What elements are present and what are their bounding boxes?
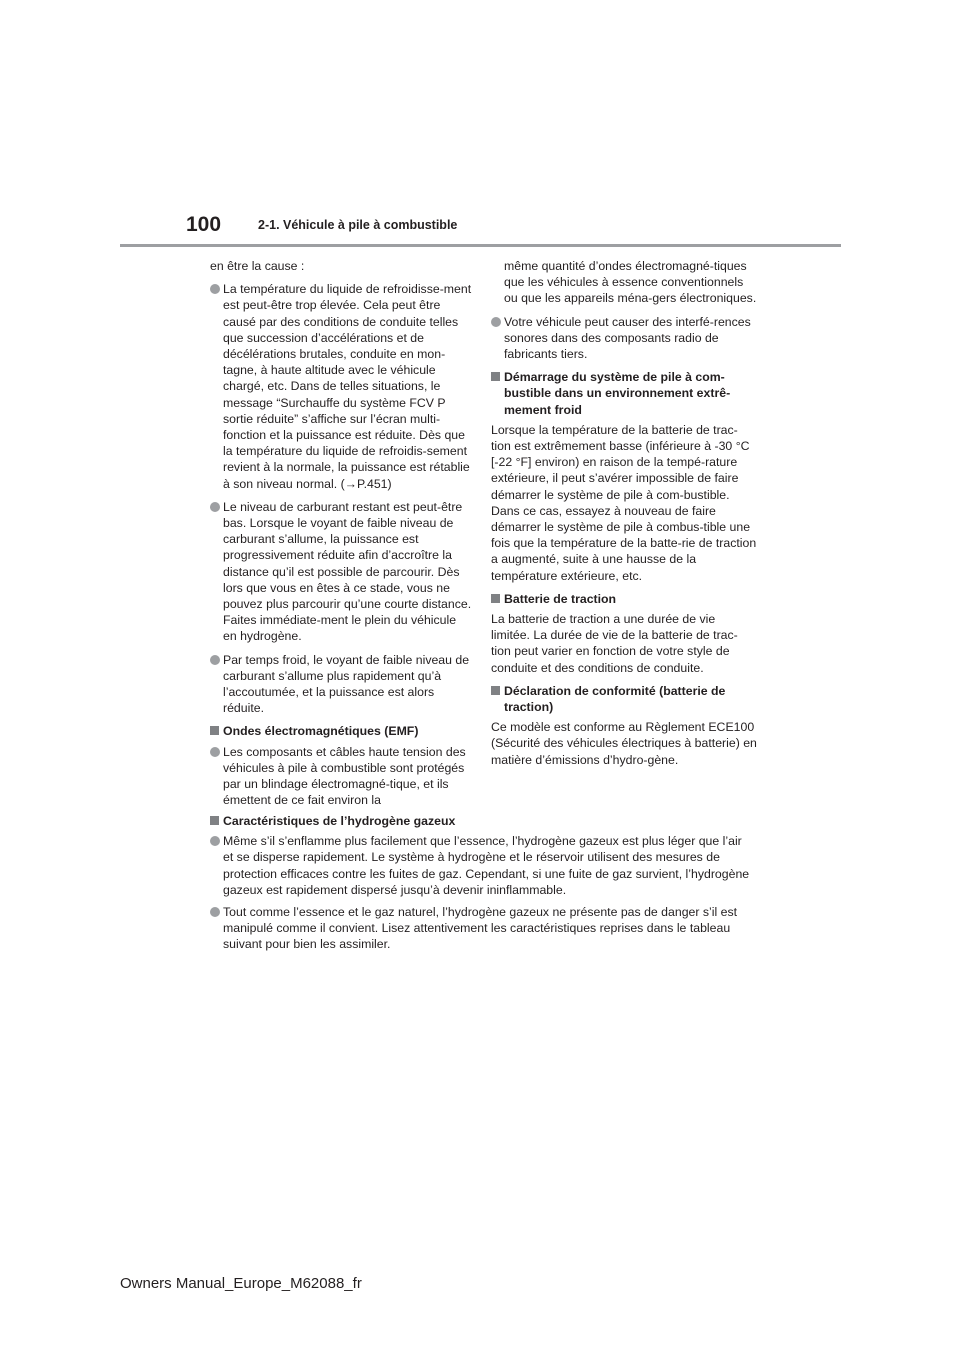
list-item bbox=[491, 314, 757, 363]
bullet-dot-icon bbox=[210, 502, 220, 512]
heading-text: Ondes électromagnétiques (EMF) bbox=[223, 724, 419, 739]
section-heading bbox=[491, 683, 757, 715]
bullet-dot-icon bbox=[491, 317, 501, 327]
bullet-text: Par temps froid, le voyant de faible niveau de carburant s’allume plus rapidement qu’à l’accoutumée, et la puissance est alors réduite. bbox=[223, 652, 470, 716]
left-column bbox=[210, 258, 472, 816]
heading-text: Déclaration de conformité (batterie de traction) bbox=[504, 683, 726, 715]
header-rule bbox=[120, 244, 841, 247]
list-item bbox=[210, 833, 750, 898]
list-item bbox=[210, 652, 472, 717]
full-width-section bbox=[210, 813, 750, 959]
section-heading bbox=[491, 591, 757, 607]
bullet-dot-icon bbox=[210, 836, 220, 846]
square-bullet-icon bbox=[210, 726, 219, 735]
bullet-dot-icon bbox=[210, 655, 220, 665]
right-column bbox=[491, 258, 757, 775]
square-bullet-icon bbox=[210, 816, 219, 825]
paragraph: Ce modèle est conforme au Règlement ECE100 (Sécurité des véhicules électriques à batterie) en matière d’émissions d’hydro-gène. bbox=[491, 720, 757, 767]
heading-text: Démarrage du système de pile à com-bustible dans un environnement extrê-mement froid bbox=[504, 370, 731, 417]
square-bullet-icon bbox=[491, 594, 500, 603]
section-heading bbox=[210, 813, 750, 829]
bullet-dot-icon bbox=[210, 747, 220, 757]
section-heading bbox=[210, 723, 472, 739]
intro-text: en être la cause : bbox=[210, 259, 305, 273]
list-item bbox=[210, 281, 472, 492]
bullet-text: Le niveau de carburant restant est peut-être bas. Lorsque le voyant de faible niveau de carburant s’allume, la puissance est progressivement réduite afin d’accroître la distance qu’il est possible de parcourir. Dès lors que vous en êtes à ce stade, vous ne pouvez plus parcourir qu’une courte distance. Faites immédiate-ment le plein du véhicule en hydrogène. bbox=[223, 499, 472, 644]
square-bullet-icon bbox=[491, 372, 500, 381]
bullet-text: Votre véhicule peut causer des interfé-rences sonores dans des composants radio de fabricants tiers. bbox=[504, 314, 751, 362]
paragraph: Lorsque la température de la batterie de trac-tion est extrêmement basse (inférieure à -30 °C [-22 °F] environ) en raison de la tempé-rature extérieure, il peut s’avérer impossible de faire démarrer le système de pile à com-bustible. Dans ce cas, essayez à nouveau de faire démarrer le système de pile à combus-tible une fois que la température de la batte-rie de traction a augmenté, suite à une hausse de la température extérieure, etc. bbox=[491, 422, 757, 583]
bullet-text: Même s’il s’enflamme plus facilement que l’essence, l’hydrogène gazeux est plus léger que l’air et se disperse rapidement. Le système à hydrogène et le réservoir utilisent des mesures de protection efficaces contre les fuites de gaz. Cependant, si une fuite de gaz survient, l’hydrogène gazeux est rapidement dispersé jusqu’à devenir ininflammable. bbox=[223, 834, 750, 897]
bullet-text: Tout comme l’essence et le gaz naturel, l’hydrogène gazeux ne présente pas de danger s’il est manipulé comme il convient. Lisez attentivement les caractéristiques reprises dans le tableau suivant pour bien les assimiler. bbox=[223, 905, 738, 952]
heading-text: Batterie de traction bbox=[504, 591, 617, 606]
heading-text: Caractéristiques de l’hydrogène gazeux bbox=[223, 814, 456, 828]
square-bullet-icon bbox=[491, 686, 500, 695]
list-item bbox=[210, 904, 750, 953]
bullet-continuation: même quantité d’ondes électromagné-tiques que les véhicules à essence conventionnels ou que les appareils ména-gers électroniques. bbox=[504, 259, 757, 306]
paragraph: La batterie de traction a une durée de vie limitée. La durée de vie de la batterie de trac-tion peut varier en fonction de votre style de conduite et des conditions de conduite. bbox=[491, 612, 738, 675]
bullet-text: La température du liquide de refroidisse-ment est peut-être trop élevée. Cela peut être causé par des conditions de conduite telles que succession d’accélérations et de décélérations brutales, conduite en mon-tagne, à haute altitude avec le véhicule chargé, etc. Dans de telles situations, le message “Surchauffe du système FCV P sortie réduite” s’affiche sur l’écran multi-fonction et la puissance est réduite. Dès que la température du liquide de refroidis-sement revient à la normale, la puissance est rétablie à son niveau normal. (→P.451) bbox=[223, 282, 472, 491]
footer-text: Owners Manual_Europe_M62088_fr bbox=[120, 1275, 362, 1292]
bullet-dot-icon bbox=[210, 284, 220, 294]
bullet-text: Les composants et câbles haute tension des véhicules à pile à combustible sont protégés par un blindage électromagné-tique, et ils émettent de ce fait environ la bbox=[223, 744, 466, 808]
section-title: 2-1. Véhicule à pile à combustible bbox=[258, 218, 458, 232]
section-heading bbox=[491, 369, 757, 418]
list-item bbox=[210, 744, 472, 809]
list-item bbox=[210, 499, 472, 645]
page-number: 100 bbox=[186, 213, 222, 236]
bullet-dot-icon bbox=[210, 907, 220, 917]
